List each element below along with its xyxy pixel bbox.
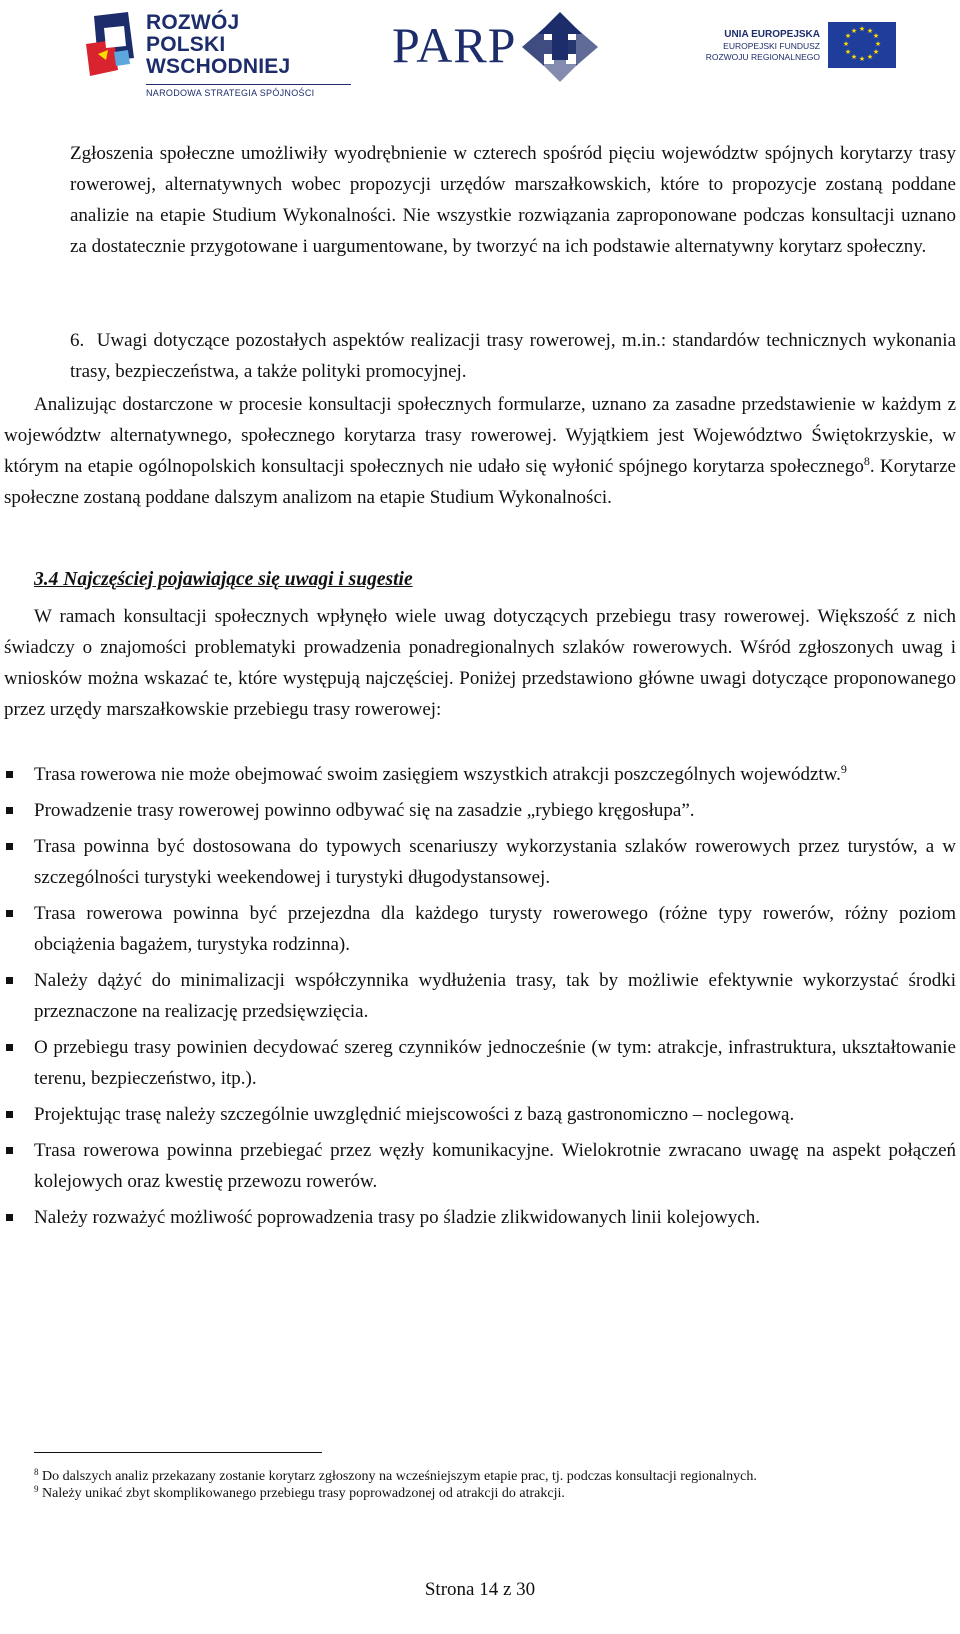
list-item xyxy=(4,898,956,960)
list-item-6-number: 6. xyxy=(70,330,85,351)
bullet-square-icon xyxy=(6,1044,13,1051)
ue-line-2: EUROPEJSKI FUNDUSZ xyxy=(723,41,820,51)
list-item xyxy=(4,1032,956,1094)
footnote-text: Do dalszych analiz przekazany zostanie korytarz zgłoszony na wcześniejszym etapie prac, tj. podczas konsultacji regionalnych. xyxy=(42,1469,757,1484)
list-item xyxy=(4,759,956,790)
bullet-text: Trasa powinna być dostosowana do typowych scenariuszy wykorzystania szlaków rowerowych przez turystów, a w szczególności turystyki weekendowej i turystyki długodystansowej. xyxy=(34,836,956,888)
footnote-divider xyxy=(34,1452,322,1453)
rps-emblem-icon xyxy=(84,10,140,82)
bullet-square-icon xyxy=(6,843,13,850)
svg-text:★: ★ xyxy=(866,27,874,35)
intro-paragraph: Zgłoszenia społeczne umożliwiły wyodrębnienie w czterech spośród pięciu województw spójnych korytarzy trasy rowerowej, alternatywnych wobec propozycji urzędów marszałkowskich, które to propozycje zostaną poddane analizie na etapie Studium Wykonalności. Nie wszystkie rozwiązania zaproponowane podczas konsultacji uznano za dostatecznie przygotowane i uargumentowane, by tworzyć na ich podstawie alternatywny korytarz społeczny. xyxy=(70,143,956,257)
list-item xyxy=(4,1099,956,1130)
bullet-square-icon xyxy=(6,771,13,778)
list-item-6-text: Uwagi dotyczące pozostałych aspektów realizacji trasy rowerowej, m.in.: standardów technicznych wykonania trasy, bezpieczeństwa, a także polityki promocyjnej. xyxy=(70,330,957,382)
rozwoj-polski-wschodniej-logo xyxy=(84,8,354,98)
bullet-text: Trasa rowerowa powinna przebiegać przez węzły komunikacyjne. Wielokrotnie zwracano uwagę na aspekt połączeń kolejowych oraz kwestię przewozu rowerów. xyxy=(34,1140,956,1192)
page-number: Strona 14 z 30 xyxy=(424,1579,536,1600)
svg-text:★: ★ xyxy=(850,53,858,61)
svg-text:★: ★ xyxy=(872,48,880,56)
bullet-text: Projektując trasę należy szczególnie uwzględnić miejscowości z bazą gastronomiczno – noclegową. xyxy=(34,1104,795,1125)
list-item-6 xyxy=(70,325,956,387)
footnotes xyxy=(34,1468,934,1502)
bullet-square-icon xyxy=(6,910,13,917)
ue-line-1: UNIA EUROPEJSKA xyxy=(724,29,820,40)
bullet-square-icon xyxy=(6,1111,13,1118)
unia-europejska-logo xyxy=(690,14,910,78)
bullet-text: O przebiegu trasy powinien decydować szereg czynników jednocześnie (w tym: atrakcje, infrastruktura, ukształtowanie terenu, bezpieczeństwo, itp.). xyxy=(34,1037,956,1089)
list-item xyxy=(4,831,956,893)
bullet-text: Należy rozważyć możliwość poprowadzenia trasy po śladzie zlikwidowanych linii kolejowych. xyxy=(34,1207,760,1228)
footnote-ref-8: 8 xyxy=(863,454,870,468)
remarks-bullet-list xyxy=(4,759,956,1238)
svg-text:★: ★ xyxy=(872,32,880,40)
list-item xyxy=(4,1202,956,1233)
analysis-text-a: Analizując dostarczone w procesie konsultacji społecznych formularze, uznano za zasadne przedstawienie w każdym z województw alternatywnego, społecznego korytarza trasy rowerowej. Wyjątkiem jest Województwo Świętokrzyskie, w którym na etapie ogólnopolskich konsultacji społecznych nie udało się wyłonić spójnego korytarza społecznego xyxy=(4,394,956,477)
rps-line-1: ROZWÓJ xyxy=(146,11,240,34)
list-item xyxy=(4,1135,956,1197)
rps-line-2: POLSKI WSCHODNIEJ xyxy=(146,33,291,78)
footnote-9 xyxy=(34,1485,934,1502)
footnote-text: Należy unikać zbyt skomplikowanego przebiegu trasy poprowadzonej od atrakcji do atrakcji. xyxy=(42,1486,565,1501)
ue-line-3: ROZWOJU REGIONALNEGO xyxy=(705,52,820,62)
svg-text:★: ★ xyxy=(850,27,858,35)
svg-text:★: ★ xyxy=(866,53,874,61)
svg-text:★: ★ xyxy=(842,40,850,48)
parp-arrows-icon xyxy=(520,10,600,84)
svg-text:★: ★ xyxy=(844,48,852,56)
section-heading: 3.4 Najczęściej pojawiające się uwagi i sugestie xyxy=(34,569,413,590)
footnote-8 xyxy=(34,1468,934,1485)
list-item xyxy=(4,965,956,1027)
bullet-square-icon xyxy=(6,807,13,814)
footnote-number: 9 xyxy=(34,1484,39,1494)
bullet-square-icon xyxy=(6,1214,13,1221)
eu-flag-icon xyxy=(828,22,896,68)
svg-text:★: ★ xyxy=(874,40,882,48)
svg-text:★: ★ xyxy=(844,32,852,40)
parp-logo xyxy=(392,10,602,84)
rps-line-3: NARODOWA STRATEGIA SPÓJNOŚCI xyxy=(146,84,351,98)
bullet-square-icon xyxy=(6,1147,13,1154)
page-header xyxy=(0,0,960,96)
footnote-ref-9: 9 xyxy=(840,762,847,776)
analysis-paragraph xyxy=(4,389,956,513)
remarks-intro-paragraph: W ramach konsultacji społecznych wpłynęło wiele uwag dotyczących przebiegu trasy rowerowej. Większość z nich świadczy o znajomości problematyki prowadzenia ponadregionalnych szlaków rowerowych. Wśród zgłoszonych uwag i wniosków można wskazać te, które występują najczęściej. Poniżej przedstawiono główne uwagi dotyczące proponowanego przez urzędy marszałkowskie przebiegu trasy rowerowej: xyxy=(4,606,956,720)
svg-text:★: ★ xyxy=(858,25,866,33)
bullet-text: Trasa rowerowa nie może obejmować swoim zasięgiem wszystkich atrakcji poszczególnych województw. xyxy=(34,764,841,785)
analysis-text-b: . Korytarze społeczne zostaną poddane dalszym analizom na etapie Studium Wykonalności. xyxy=(4,456,956,508)
parp-wordmark: PARP xyxy=(392,17,517,73)
bullet-text: Należy dążyć do minimalizacji współczynnika wydłużenia trasy, tak by możliwie efektywnie wykorzystać środki przeznaczone na realizację przedsięwzięcia. xyxy=(34,970,956,1022)
bullet-square-icon xyxy=(6,977,13,984)
footnote-number: 8 xyxy=(34,1467,39,1477)
bullet-text: Prowadzenie trasy rowerowej powinno odbywać się na zasadzie „rybiego kręgosłupa”. xyxy=(34,800,695,821)
list-item xyxy=(4,795,956,826)
svg-text:★: ★ xyxy=(858,55,866,63)
bullet-text: Trasa rowerowa powinna być przejezdna dla każdego turysty rowerowego (różne typy rowerów, różny poziom obciążenia bagażem, turystyka rodzinna). xyxy=(34,903,956,955)
